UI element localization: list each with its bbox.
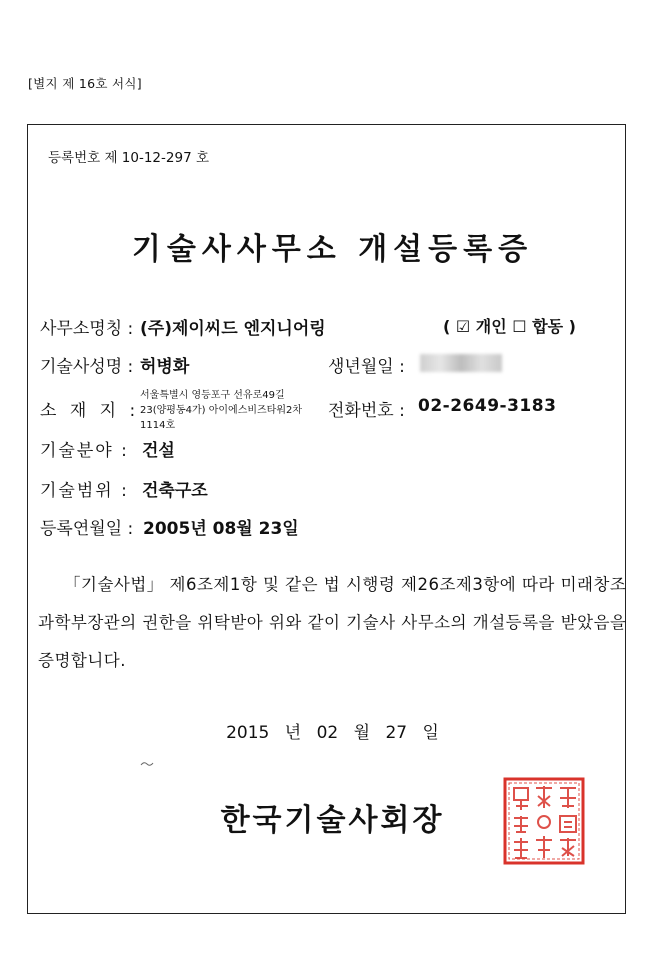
reg-date-label: 등록연월일 : bbox=[40, 519, 134, 539]
reg-date-value: 2005년 08월 23일 bbox=[143, 519, 299, 539]
tech-field-label: 기술분야 : bbox=[40, 441, 129, 461]
phone-label: 전화번호 : bbox=[328, 401, 405, 421]
engineer-name-value: 허병화 bbox=[140, 357, 190, 377]
birth-date-label: 생년월일 : bbox=[328, 357, 405, 377]
issue-date: 2015 년 02 월 27 일 bbox=[226, 723, 439, 743]
tech-field-value: 건설 bbox=[142, 441, 175, 461]
address-value: 서울특별시 영등포구 선유로49길 23(양평동4가) 아이에스비즈타워2차 1114호 bbox=[140, 390, 303, 431]
ink-mark bbox=[140, 760, 154, 768]
form-number: [별지 제 16호 서식] bbox=[28, 76, 142, 91]
birth-date-redacted bbox=[420, 352, 502, 372]
issuer-name: 한국기술사회장 bbox=[220, 803, 445, 838]
address-label: 소 재 지 : bbox=[40, 401, 140, 421]
certification-statement: 「기술사법」 제6조제1항 및 같은 법 시행령 제26조제3항에 따라 미래창조과학부장관의 권한을 위탁받아 위와 같이 기술사 사무소의 개설등록을 받았음을 증명합니다. bbox=[38, 575, 627, 670]
office-name-label: 사무소명칭 : bbox=[40, 319, 134, 339]
office-name-value: (주)제이씨드 엔지니어링 bbox=[140, 319, 326, 339]
official-seal-stamp bbox=[502, 776, 586, 866]
phone-value: 02-2649-3183 bbox=[418, 396, 557, 416]
certificate-title: 기술사사무소 개설등록증 bbox=[131, 232, 534, 267]
engineer-name-label: 기술사성명 : bbox=[40, 357, 134, 377]
registration-number: 등록번호 제 10-12-297 호 bbox=[48, 150, 209, 166]
tech-scope-label: 기술범위 : bbox=[40, 481, 129, 501]
tech-scope-value: 건축구조 bbox=[142, 481, 208, 501]
office-type: ( ☑ 개인 ☐ 합동 ) bbox=[443, 317, 576, 336]
